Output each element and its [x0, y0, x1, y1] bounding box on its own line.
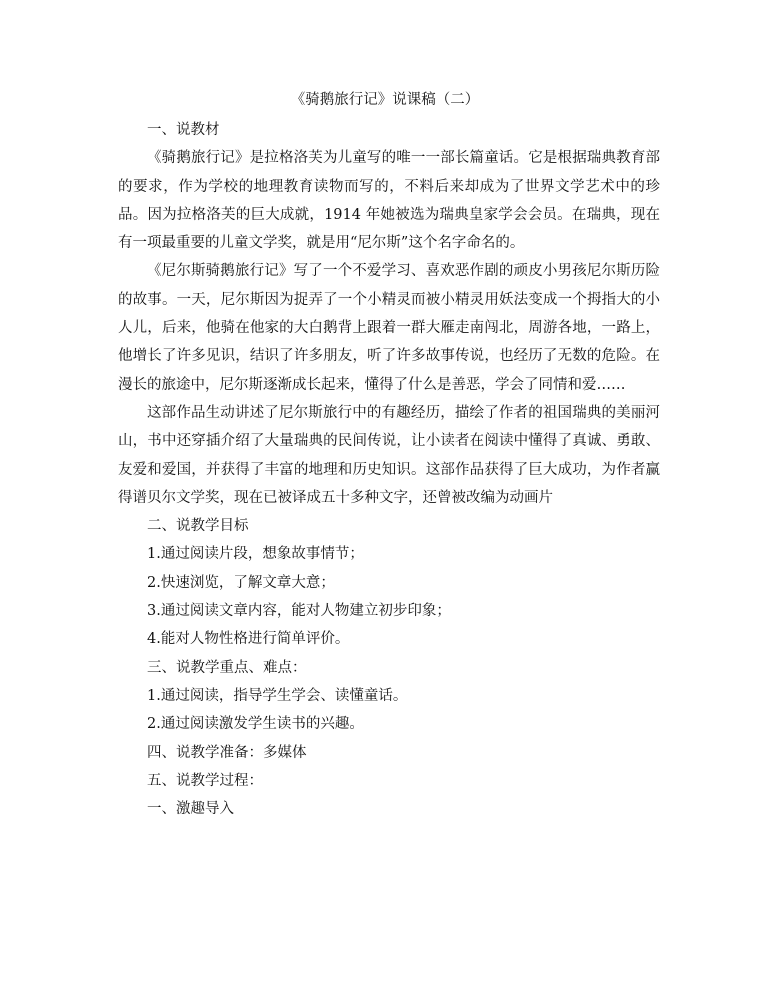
goal-item-4: 4.能对人物性格进行简单评价。 [147, 631, 350, 648]
goal-item-3: 3.通过阅读文章内容，能对人物建立初步印象； [147, 603, 451, 620]
key-point-item-1: 1.通过阅读，指导学生学会、读懂童话。 [147, 687, 408, 704]
goal-item-1: 1.通过阅读片段，想象故事情节； [147, 546, 364, 563]
section-heading-preparation: 四、说教学准备：多媒体 [147, 744, 307, 761]
paragraph-work-significance: 这部作品生动讲述了尼尔斯旅行中的有趣经历，描绘了作者的祖国瑞典的美丽河山，书中还穿插介绍了大量瑞典的民间传说，让小读者在阅读中懂得了真诚、勇敢、友爱和爱国，并获得了丰富的地理和历史知识。这部作品获得了巨大成功，为作者赢得谱贝尔文学奖，现在已被译成五十多种文字，还曾被改编为动画片 [118, 404, 660, 506]
subsection-heading-intro: 一、激趣导入 [147, 801, 234, 818]
section-heading-process: 五、说教学过程： [147, 772, 263, 789]
paragraph-intro-author: 《骑鹅旅行记》是拉格洛芙为儿童写的唯一一部长篇童话。它是根据瑞典教育部的要求，作为学校的地理教育读物而写的，不料后来却成为了世界文学艺术中的珍品。因为拉格洛芙的巨大成就，1914 年她被选为瑞典皇家学会会员。在瑞典，现在有一项最重要的儿童文学奖，就是用“尼尔斯”这个名字命名的。 [118, 150, 660, 252]
goal-item-2: 2.快速浏览，了解文章大意； [147, 574, 335, 591]
key-point-item-2: 2.通过阅读激发学生读书的兴趣。 [147, 716, 364, 733]
section-heading-teaching-goals: 二、说教学目标 [147, 518, 249, 535]
document-title: 《骑鹅旅行记》说课稿（二） [290, 92, 480, 108]
paragraph-story-summary: 《尼尔斯骑鹅旅行记》写了一个不爱学习、喜欢恶作剧的顽皮小男孩尼尔斯历险的故事。一天，尼尔斯因为捉弄了一个小精灵而被小精灵用妖法变成一个拇指大的小人儿，后来，他骑在他家的大白鹅背上跟着一群大雁走南闯北，周游各地，一路上，他增长了许多见识，结识了许多朋友，听了许多故事传说，也经历了无数的危险。在漫长的旅途中，尼尔斯逐渐成长起来，懂得了什么是善恶，学会了同情和爱…… [118, 263, 660, 393]
section-heading-key-points: 三、说教学重点、难点： [147, 659, 307, 676]
section-heading-teaching-material: 一、说教材 [147, 122, 220, 138]
document-body [118, 116, 660, 823]
